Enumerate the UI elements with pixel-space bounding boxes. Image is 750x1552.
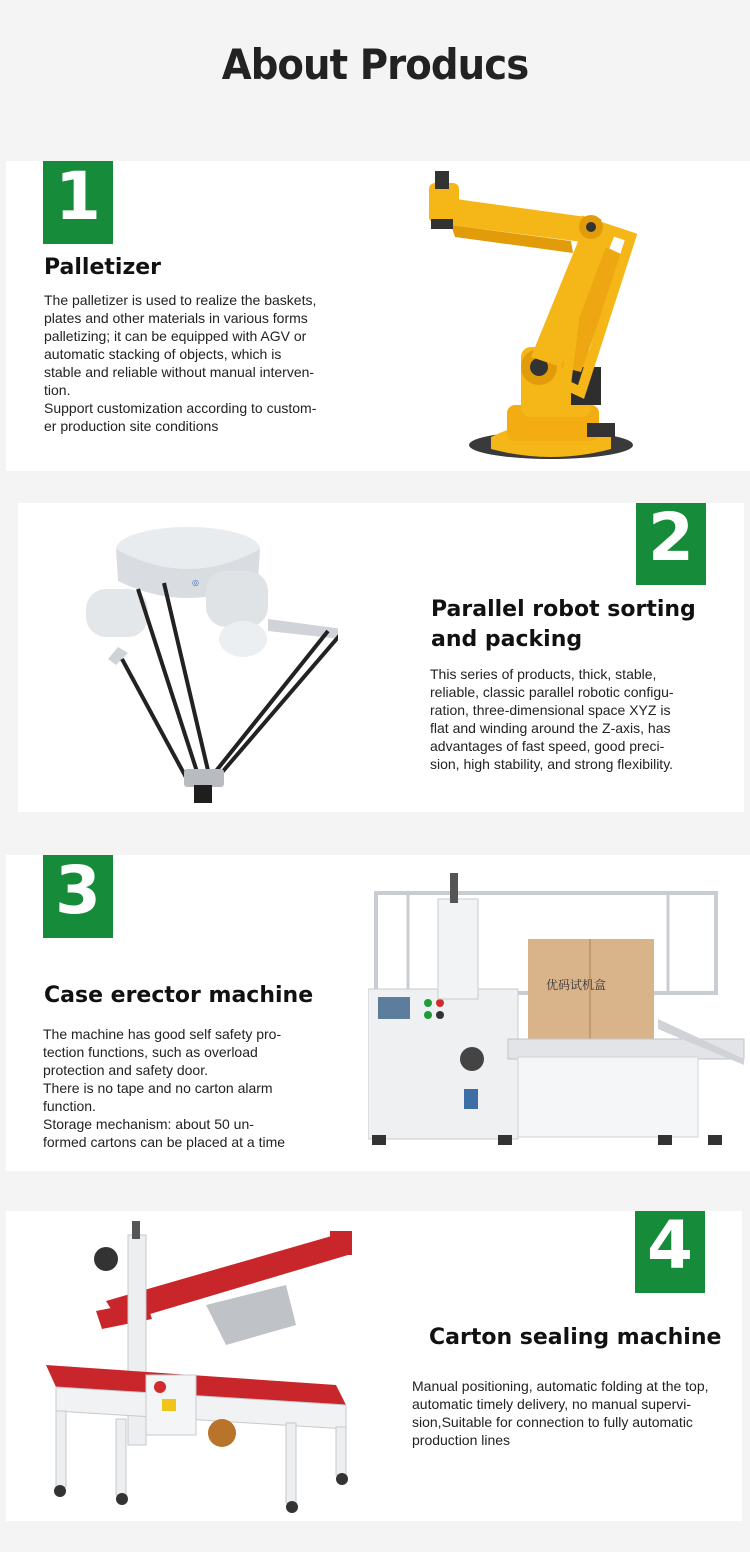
delta-robot-image [78, 519, 338, 807]
product-number-badge: 2 [636, 503, 706, 585]
product-card-palletizer [6, 161, 750, 471]
product-description: Manual positioning, automatic folding at the top, automatic timely delivery, no manual supervi- sion,Suitable for connection to fully automatic production lines [412, 1378, 709, 1448]
product-card-parallel-robot [18, 503, 744, 812]
case-erector-image [368, 869, 748, 1165]
page-title: About Producs [221, 40, 529, 89]
product-card-case-erector [6, 855, 750, 1171]
carton-box-label: 优码试机盒 [546, 978, 607, 992]
product-number-badge: 3 [43, 855, 113, 938]
carton-sealer-image [36, 1215, 376, 1515]
product-number-badge: 1 [43, 161, 113, 244]
svg-text:◎: ◎ [192, 578, 199, 587]
product-number-badge: 4 [635, 1211, 705, 1293]
product-description: This series of products, thick, stable, reliable, classic parallel robotic configu- ration, three-dimensional space XYZ is flat and winding around the Z-axis, has advantages of fast speed, good preci- sion, high stability, and strong flexibility. [430, 666, 674, 772]
product-description: The palletizer is used to realize the baskets, plates and other materials in various forms palletizing; it can be equipped with AGV or automatic stacking of objects, which is stable and reliable without manual interven- tion. Support customization according to custom- er production site conditions [44, 292, 317, 434]
product-title: Carton sealing machine [429, 1325, 722, 1350]
product-card-carton-sealer [6, 1211, 742, 1521]
palletizer-robot-image [411, 167, 641, 465]
product-title: Palletizer [44, 255, 162, 280]
product-description: The machine has good self safety pro- tection functions, such as overload protection and safety door. There is no tape and no carton alarm function. Storage mechanism: about 50 un- formed cartons can be placed at a time [43, 1026, 286, 1150]
product-title: Parallel robot sorting and packing [431, 597, 696, 652]
product-title: Case erector machine [44, 983, 314, 1008]
